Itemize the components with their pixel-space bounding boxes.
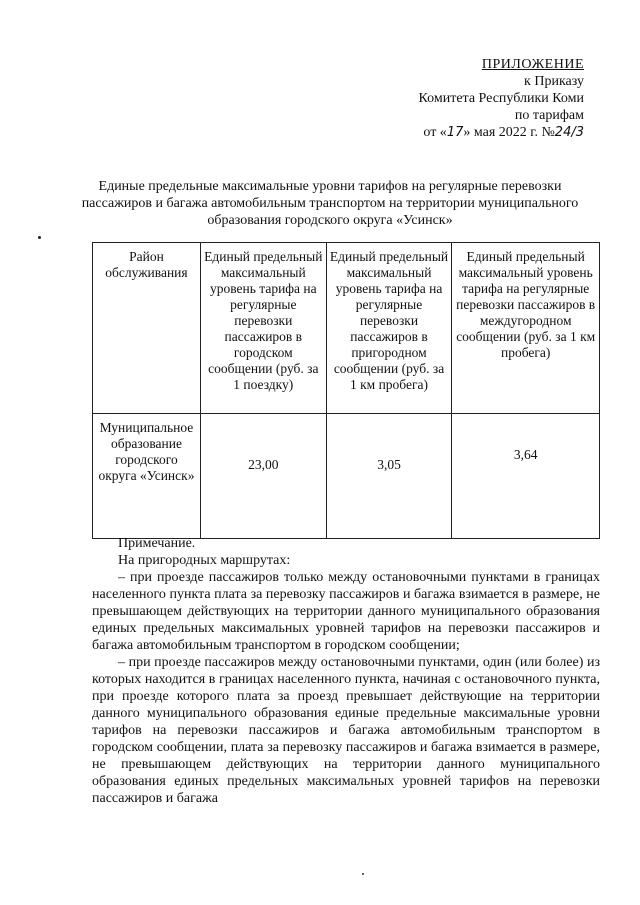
appendix-tariffs-line: по тарифам (514, 108, 584, 123)
notes-subtitle: На пригородных маршрутах: (118, 553, 291, 568)
appendix-committee-line: Комитета Республики Коми (418, 91, 584, 106)
appendix-order-line: к Приказу (524, 74, 584, 89)
tariff-table (92, 242, 600, 539)
appendix-block (284, 56, 584, 141)
scan-speck (38, 236, 41, 239)
table-row (93, 414, 600, 539)
notes-paragraph-1: – при проезде пассажиров только между остановочными пунктами в границах населенного пункта плата за перевозку пассажиров и багажа взимается в размере, не превышающем действующих на территории данного муниципального образования единых предельных максимальных уровней тарифов на перевозки пассажиров и багажа автомобильным транспортом в городском сообщении; (92, 570, 600, 653)
date-prefix: от « (423, 125, 447, 140)
cell-region: Муниципальное образование городского округа «Усинск» (93, 414, 201, 539)
cell-suburban-value: 3,05 (326, 414, 452, 539)
cell-intercity-value: 3,64 (452, 414, 600, 539)
cell-city-value: 23,00 (200, 414, 326, 539)
date-day-handwritten: 17 (446, 125, 464, 140)
header-region: Район обслуживания (93, 243, 201, 414)
notes-title: Примечание. (118, 536, 196, 551)
scan-speck-footer (362, 873, 364, 875)
notes-paragraph-2: – при проезде пассажиров между остановочными пунктами, один (или более) из которых находится в границах населенного пункта, начиная с остановочного пункта, при проезде которого плата за проезд превышает действующие на территории данного муниципального образования единые предельные максимальные уровни тарифов на перевозки пассажиров и багажа автомобильным транспортом в городском сообщении, плата за перевозку пассажиров и багажа взимается в размере, не превышающем действующих на территории данного муниципального образования единых предельных максимальных уровней тарифов на перевозки пассажиров и багажа (92, 655, 600, 806)
appendix-date-line (284, 124, 584, 141)
header-suburban-tariff: Единый предельный максимальный уровень тарифа на регулярные перевозки пассажиров в пригородном сообщении (руб. за 1 км пробега) (326, 243, 452, 414)
header-intercity-tariff: Единый предельный максимальный уровень тарифа на регулярные перевозки пассажиров в междугородном сообщении (руб. за 1 км пробега) (452, 243, 600, 414)
notes-section (92, 535, 600, 807)
table-header-row (93, 243, 600, 414)
date-middle: » мая 2022 г. № (463, 125, 555, 140)
order-number-handwritten: 24/3 (554, 125, 584, 140)
appendix-title: ПРИЛОЖЕНИЕ (481, 57, 584, 72)
header-city-tariff: Единый предельный максимальный уровень тарифа на регулярные перевозки пассажиров в городском сообщении (руб. за 1 поездку) (200, 243, 326, 414)
document-heading: Единые предельные максимальные уровни тарифов на регулярные перевозки пассажиров и багажа автомобильным транспортом на территории муниципального образования городского округа «Усинск» (81, 179, 579, 228)
